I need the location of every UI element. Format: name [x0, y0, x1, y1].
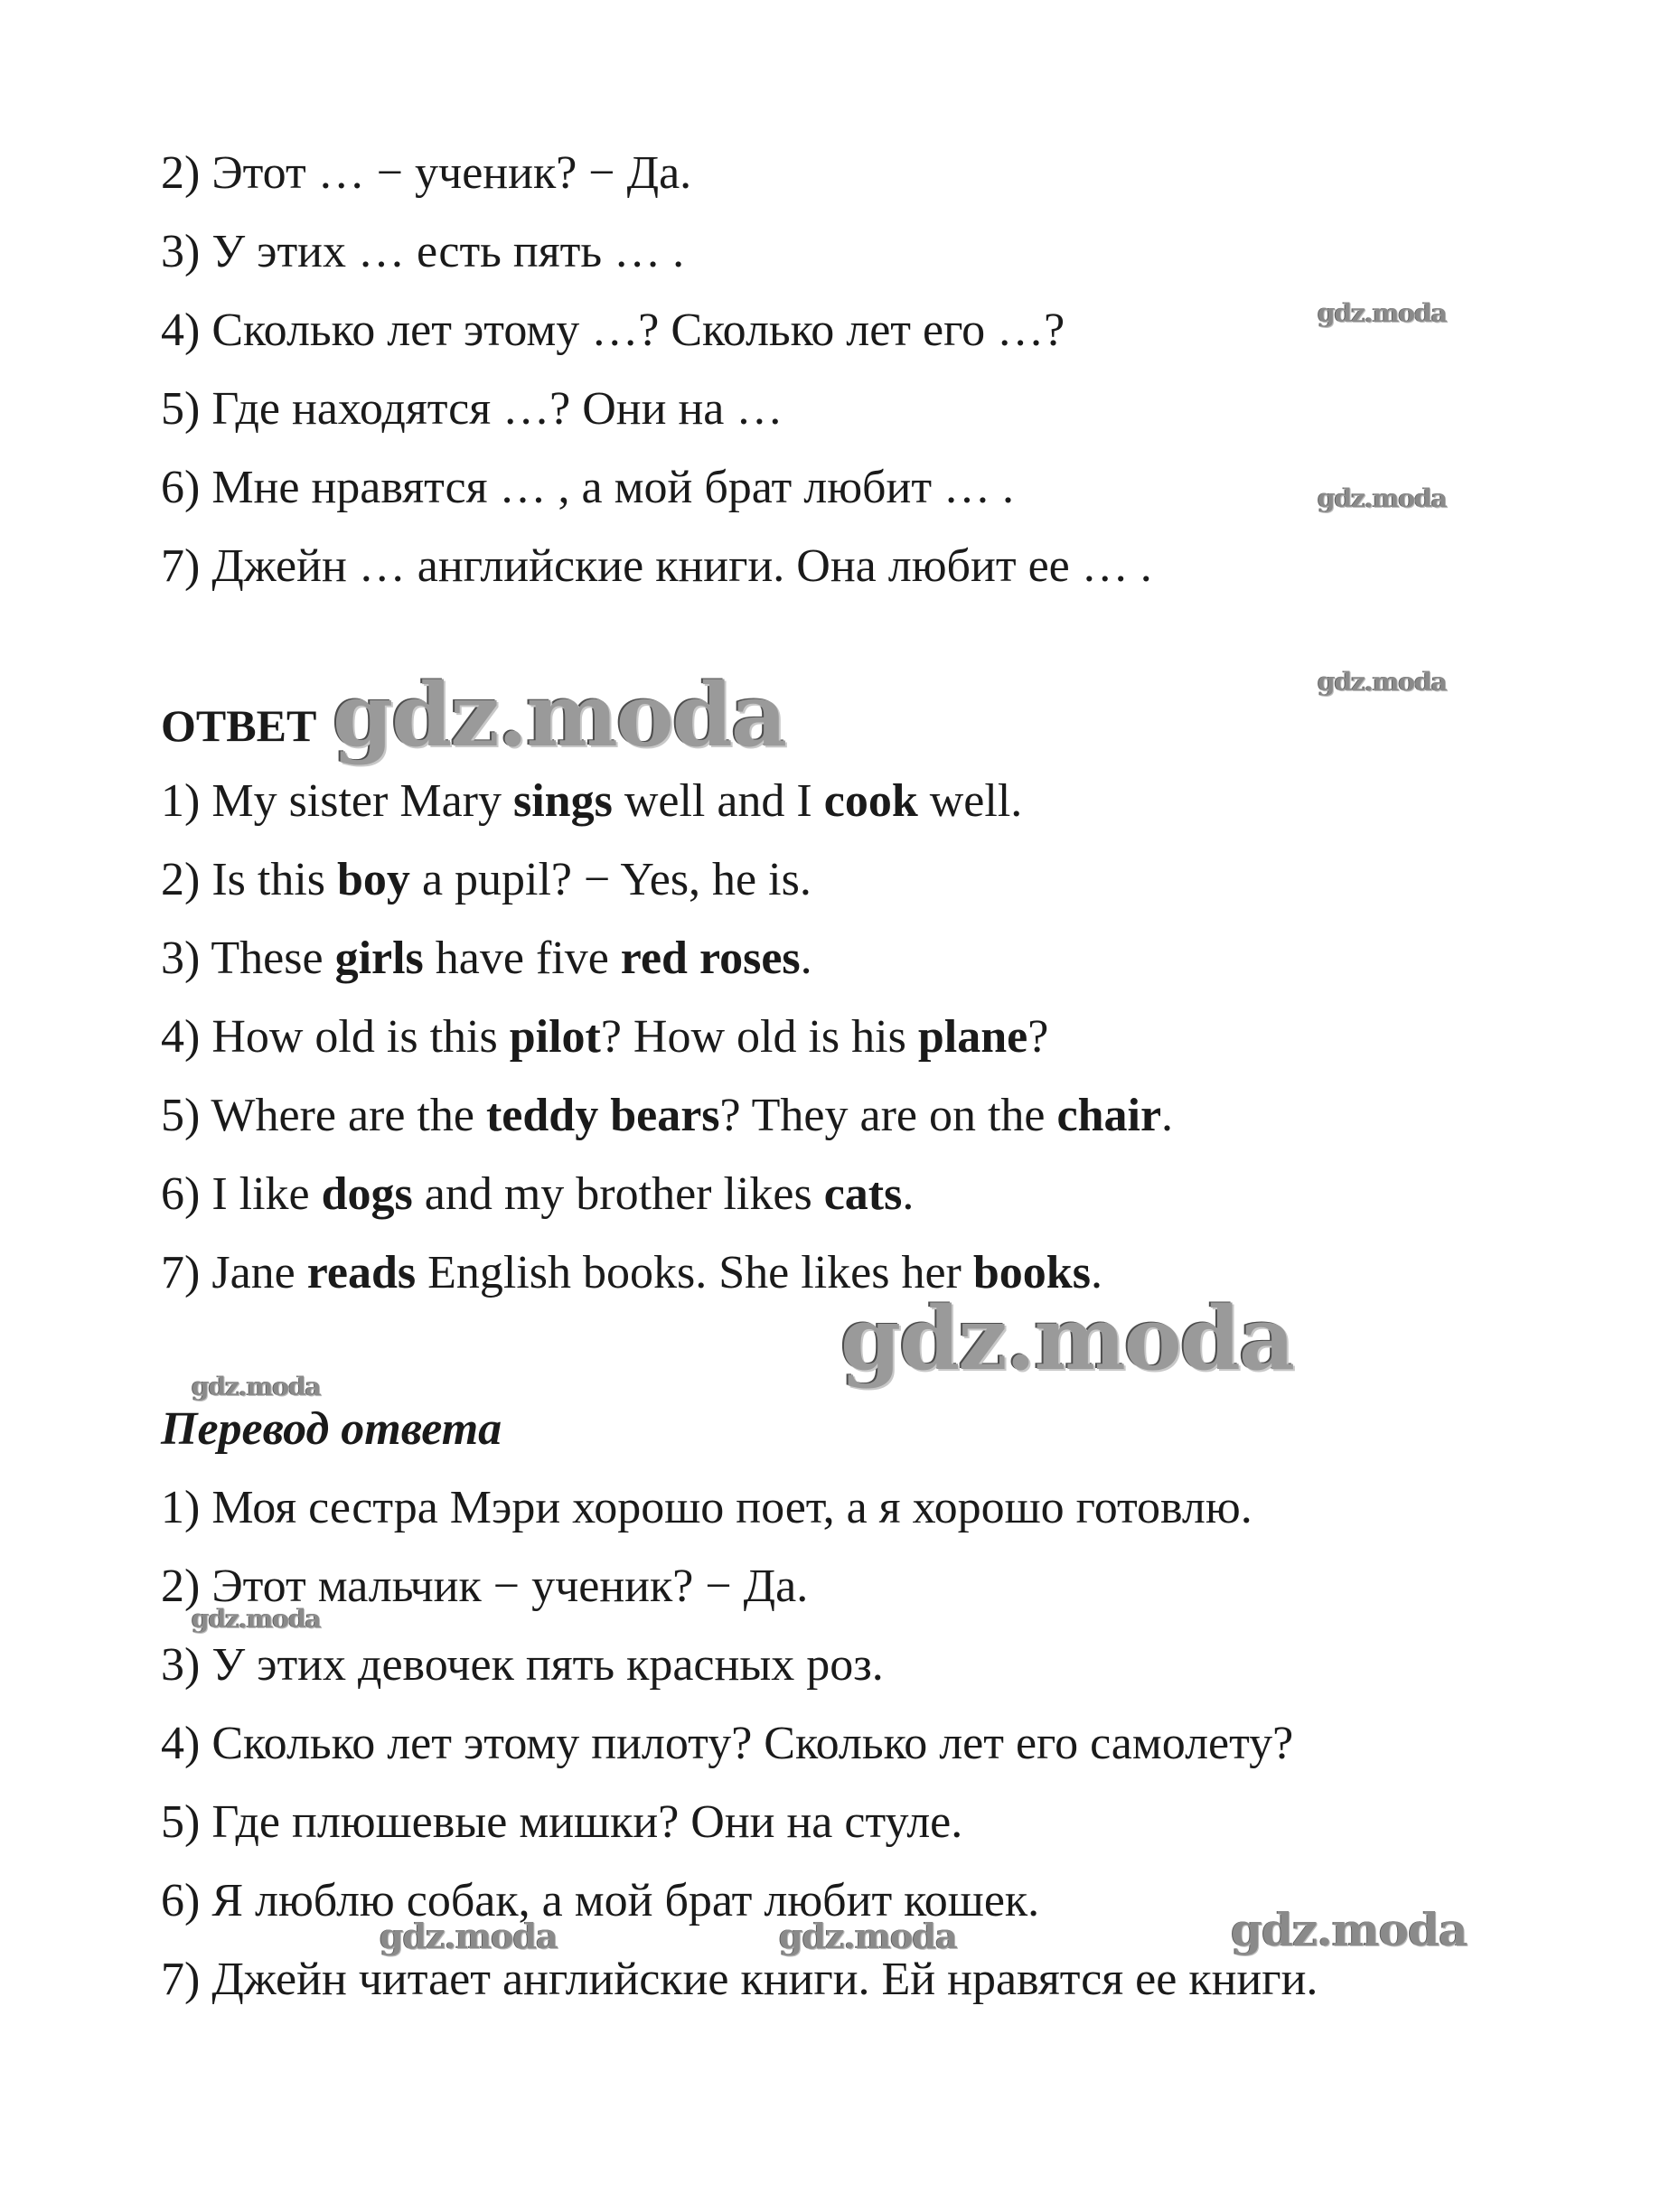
question-line: 7) Джейн … английские книги. Она любит ее … .	[161, 540, 1152, 592]
watermark-logo: gdz.moda	[333, 664, 786, 766]
translation-line: 2) Этот мальчик − ученик? − Да.	[161, 1561, 809, 1612]
translation-line: 5) Где плюшевые мишки? Они на стуле.	[161, 1796, 963, 1848]
question-line: 5) Где находятся …? Они на …	[161, 383, 783, 435]
translation-line: 6) Я люблю собак, а мой брат любит кошек.	[161, 1875, 1040, 1926]
watermark-logo: gdz.moda	[1318, 483, 1447, 513]
watermark-logo: gdz.moda	[192, 1604, 321, 1634]
answer-line: 3) These girls have five red roses.	[161, 933, 812, 984]
answer-line: 2) Is this boy a pupil? − Yes, he is.	[161, 854, 812, 905]
question-line: 6) Мне нравятся … , а мой брат любит … .	[161, 462, 1015, 513]
watermark-logo: gdz.moda	[1318, 667, 1447, 697]
watermark-logo: gdz.moda	[1231, 1903, 1468, 1956]
answer-line: 1) My sister Mary sings well and I cook well.	[161, 775, 1023, 827]
translation-line: 7) Джейн читает английские книги. Ей нравятся ее книги.	[161, 1954, 1318, 2005]
answer-line: 4) How old is this pilot? How old is his plane?	[161, 1011, 1049, 1063]
answer-heading: ОТВЕТ	[161, 700, 317, 751]
watermark-logo: gdz.moda	[380, 1916, 558, 1956]
answer-line: 5) Where are the teddy bears? They are on the chair.	[161, 1090, 1174, 1141]
answer-line: 6) I like dogs and my brother likes cats.	[161, 1168, 915, 1220]
watermark-logo: gdz.moda	[1318, 298, 1447, 328]
translation-line: 3) У этих девочек пять красных роз.	[161, 1639, 884, 1691]
translation-heading: Перевод ответа	[161, 1403, 502, 1455]
watermark-logo: gdz.moda	[192, 1372, 321, 1401]
watermark-logo: gdz.moda	[840, 1288, 1294, 1390]
question-line: 4) Сколько лет этому …? Сколько лет его …?	[161, 305, 1065, 356]
translation-line: 4) Сколько лет этому пилоту? Сколько лет его самолету?	[161, 1718, 1294, 1769]
translation-line: 1) Моя сестра Мэри хорошо поет, а я хорошо готовлю.	[161, 1482, 1252, 1533]
answer-line: 7) Jane reads English books. She likes her books.	[161, 1247, 1102, 1298]
question-line: 3) У этих … есть пять … .	[161, 226, 685, 277]
question-line: 2) Этот … − ученик? − Да.	[161, 147, 692, 199]
watermark-logo: gdz.moda	[779, 1916, 957, 1956]
